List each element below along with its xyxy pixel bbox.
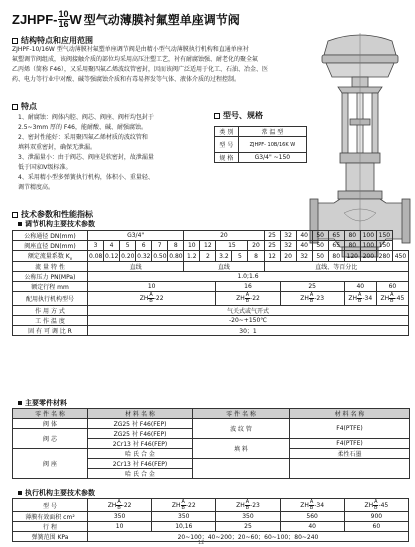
page-number: 12 xyxy=(198,540,205,546)
actuator-model-cell: ZH $\frac{A}{B}$ -22 xyxy=(88,499,152,512)
table-row: 2Cr13 衬 F46(FEP) 填 料 F4(PTFE) xyxy=(13,439,410,449)
model-spec-heading: 型号、规格 xyxy=(214,110,263,121)
table-row: 阀座直径 DN(mm) 3 4 5 6 7 8 10 12 15 20 25 32 40 50 65 80 100 150 xyxy=(13,241,409,251)
bullet-icon xyxy=(18,401,22,405)
section-box-icon xyxy=(12,104,18,110)
features-text: 1、耐腐蚀：阀体内腔、阀芯、阀座、阀杆均包封于 2.5~3mm 厚的 F46，能耐酸、碱、耐强腐蚀。 2、密封性能好：采用聚四氟乙烯材质的波纹管和 填料双重密封，确保无泄漏。 3、泄漏量小：由于阀芯、阀座是软密封，故泄漏量 低于国家Ⅳ级标准。 4、采用精小型多弹簧执行机构，体积小、重量轻、 调节精度高。 xyxy=(18,114,154,191)
actuator-model-cell: ZH $\frac{A}{B}$ -34 xyxy=(344,292,376,306)
structure-heading: 结构特点和应用范围 xyxy=(12,35,93,46)
table-row: 公称通径 DN(mm) G3/4" 20 25 32 40 50 65 80 100 150 xyxy=(13,231,409,241)
page-title xyxy=(12,10,407,32)
actuator-model-cell: ZH $\frac{A}{B}$ -22 xyxy=(88,292,216,306)
actuator-model-cell: ZH $\frac{A}{B}$ -45 xyxy=(344,499,408,512)
valve-params-subheading: 调节机构主要技术参数 xyxy=(18,219,95,229)
title-name: 型气动薄膜衬氟塑单座调节阀 xyxy=(83,13,240,27)
table-row: 类 别 常 温 型 xyxy=(215,127,307,137)
actuator-model-cell: ZH $\frac{A}{B}$ -22 xyxy=(152,499,216,512)
features-heading: 特点 xyxy=(12,101,37,112)
structure-text: ZJHPF-10/16W 型气动薄膜衬氟塑单座调节阀是由精小型气动薄膜执行机构和直通单座衬 氟塑调节阀组成，该阀接触介质的部位均采用高压注塑工艺，衬有耐腐蚀强、耐老化的聚全氟 乙丙烯（简称 F46），又采用聚四氟乙烯波纹管密封，因而该阀广泛适用于化工、石油、冶金、医 药、电力等行业中对酸、碱等强腐蚀介质和有毒易挥发等气体、液体介质的过程控制。 xyxy=(12,46,268,83)
section-box-icon xyxy=(214,113,220,119)
table-row: 配用执行机构型号 ZH $\frac{A}{B}$ -22 ZH $\frac{A}{B}$ -22 ZH $\frac{A}{B}$ -23 ZH $\frac{A}{B}$ -34 ZH $\frac{A}{B}$ -45 xyxy=(13,292,409,306)
actuator-model-cell: ZH $\frac{A}{B}$ -23 xyxy=(216,499,280,512)
table-row: 作 用 方 式 气关式或气开式 xyxy=(13,306,409,316)
table-row: 规 格 G3/4" ~150 xyxy=(215,153,307,163)
tech-heading: 技术参数和性能指标 xyxy=(12,209,93,220)
actuator-model-cell: ZH $\frac{A}{B}$ -22 xyxy=(216,292,280,306)
table-row: 额定流量系数 $K_v$ 0.08 0.12 0.20 0.32 0.50 0.80 1.2 2 3.2 5 8 12 20 32 50 80 120 200 280 450 xyxy=(13,251,409,262)
table-row: 阀 体 ZG25 衬 F46(FEP) 波 纹 管 F4(PTFE) xyxy=(13,419,410,429)
title-prefix: ZJHPF- xyxy=(12,12,58,27)
table-row: 型 号 ZJHPF- 10B/16K W xyxy=(215,137,307,153)
table-row: 行 程 10 10,16 25 40 60 xyxy=(13,522,409,532)
table-row: 公称压力 PN(MPa) 1.0;1.6 xyxy=(13,272,409,282)
actuator-model-cell: ZH $\frac{A}{B}$ -23 xyxy=(280,292,344,306)
table-row: 固 有 可 调 比 R 30；1 xyxy=(13,326,409,336)
actuator-model-cell: ZH $\frac{A}{B}$ -45 xyxy=(376,292,408,306)
title-fraction: $\frac{10}{16}$ xyxy=(58,9,69,29)
parts-table xyxy=(12,408,410,479)
table-row: 弹簧范围 KPa 20~100；40~200；20~60；60~100；80~240 xyxy=(13,532,409,542)
table-row: 阀 座 哈 氏 合 金 柔性石墨 xyxy=(13,449,410,459)
valve-params-table xyxy=(12,230,409,336)
table-row: 阀 芯 ZG25 衬 F46(FEP) xyxy=(13,429,410,439)
section-box-icon xyxy=(12,212,18,218)
bullet-icon xyxy=(18,491,22,495)
table-row: 工 作 温 度 -20~+150℃ xyxy=(13,316,409,326)
table-row: 型 号 ZH $\frac{A}{B}$ -22 ZH $\frac{A}{B}$ -22 ZH $\frac{A}{B}$ -23 ZH $\frac{A}{B}$ -34 ZH $\frac{A}{B}$ -45 xyxy=(13,499,409,512)
bullet-icon xyxy=(18,222,22,226)
table-row: 额定行程 mm 10 16 25 40 60 xyxy=(13,282,409,292)
section-box-icon xyxy=(12,38,18,44)
actuator-subheading: 执行机构主要技术参数 xyxy=(18,488,95,498)
actuator-params-table xyxy=(12,498,409,542)
table-row: 2Cr13 衬 F46(FEP) xyxy=(13,459,410,469)
model-spec-table xyxy=(214,126,307,163)
table-row: 薄膜有效面积 cm² 350 350 350 560 900 xyxy=(13,512,409,522)
parts-subheading: 主要零件材料 xyxy=(18,398,67,408)
valve-illustration xyxy=(308,33,413,263)
actuator-model-cell: ZH $\frac{A}{B}$ -34 xyxy=(280,499,344,512)
table-row: 哈 氏 合 金 xyxy=(13,469,410,479)
table-header-row: 零 件 名 称 材 料 名 称 零 件 名 称 材 料 名 称 xyxy=(13,409,410,419)
table-row: 流 量 特 性 直线 直线 直线、等百分比 xyxy=(13,262,409,272)
title-suffix: W xyxy=(69,12,82,27)
